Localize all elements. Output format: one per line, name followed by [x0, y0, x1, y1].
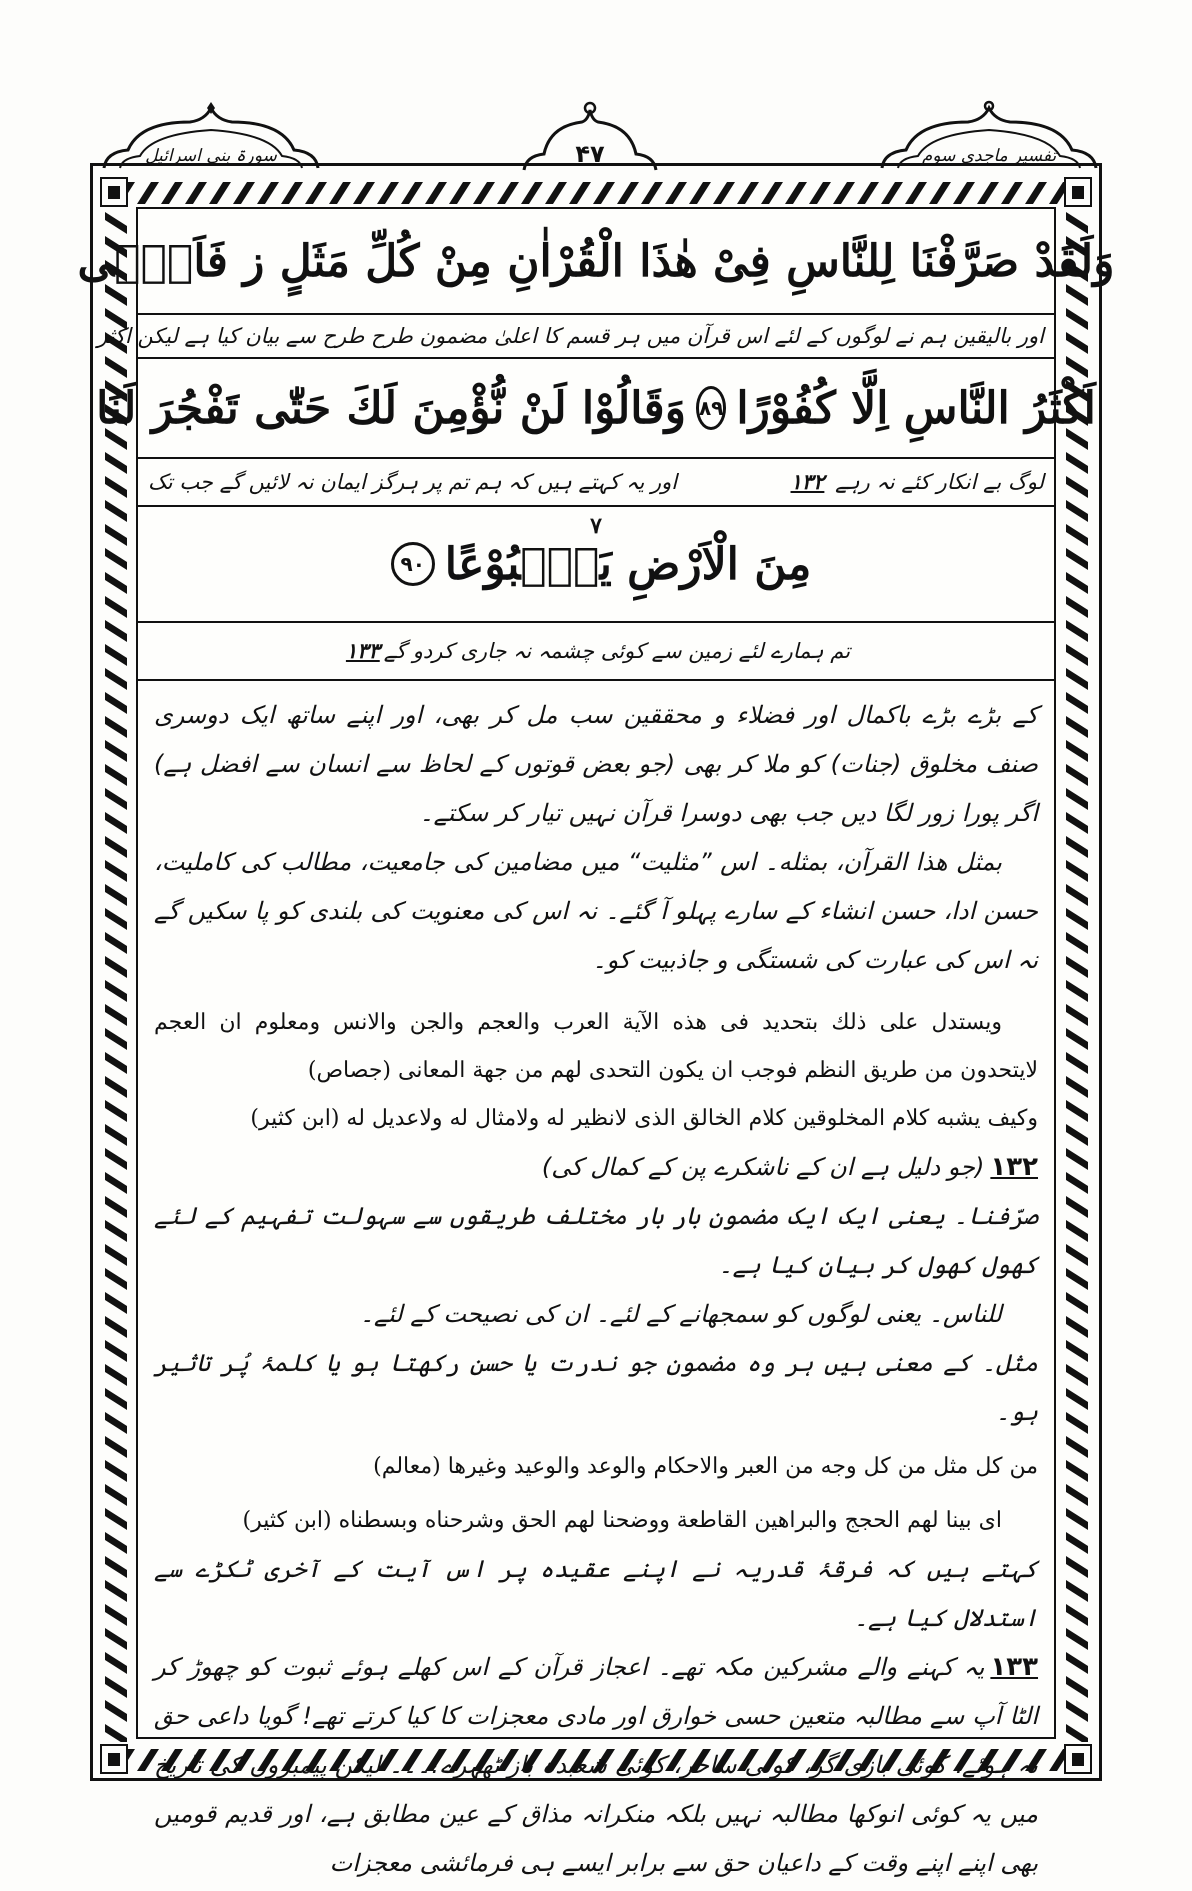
page-number-cartouche — [520, 100, 660, 172]
arabic-quotation: وكیف یشبه كلام المخلوقین كلام الخالق الذی لانظیر له ولامثال له ولاعدیل له (ابن كثیر) — [250, 1106, 1038, 1131]
rope-border-right-icon — [1062, 212, 1092, 1742]
book-title: تفسیر ماجدی سوم — [921, 146, 1057, 166]
arabic-quotation: من كل مثل من كل وجه من العبر والاحكام والوعد والوعید وغیرها (معالم) — [373, 1454, 1038, 1479]
footnote-number: ۱۳۲ — [990, 1152, 1038, 1182]
arabic-quotation: ویستدل علی ذلك بتحدید فی هذه الآیة العرب والعجم والجن والانس ومعلوم ان العجم لایتحدون من طریق النظم فوجب ان یکون التحدی لهم من جهة المعانی (جصاص) — [154, 1010, 1038, 1083]
verse-arabic: وَقَالُوْا لَنْ نُّؤْمِنَ لَكَ حَتّٰى تَفْجُرَ لَنَا — [96, 382, 686, 434]
commentary-paragraph: بمثل هذا القرآن، بمثله۔ اس ”مثلیت“ میں مضامین کی جامعیت، مطالب کی کاملیت، حسن ادا، حسن انشاء کے سارے پہلو آ گئے۔ نہ اس کی معنویت کی بلندی کو پا سکیں گے نہ اس کی عبارت کی شستگی و جاذبیت کو۔ — [154, 848, 1038, 974]
footnote-text: (جو دلیل ہے ان کے ناشکرے پن کے کمال کی) — [541, 1153, 985, 1181]
footnote-number: ۱۳۳ — [990, 1652, 1039, 1682]
arabic-quotation: ای بینا لهم الحجج والبراهین القاطعة ووضحنا لهم الحق وشرحناه وبسطناه (ابن كثیر) — [242, 1508, 1002, 1533]
footnote-text: یہ کہنے والے مشرکین مکہ تھے۔ اعجاز قرآن کے اس کھلے ہوئے ثبوت کو چھوڑ کر الٹا آپ سے مطالبہ متعین حسی خوارق اور مادی معجزات کا کیا کرتے تھے! گویا داعی حق نہ ہوئے، کوئی بازی گر، کوئی ساحر، کوئی شعبدہ باز ٹھہرے!۔۔۔ لیکن پیمبروں کی تاریخ میں یہ کوئی انوکھا مطالبہ نہیں بلکہ منکرانہ مذاق کے عین مطابق ہے، اور قدیم قومیں بھی اپنے اپنے وقت کے داعیان حق سے برابر ایسے ہی فرمائشی معجزات — [154, 1653, 1038, 1877]
rope-border-top-icon — [113, 178, 1079, 208]
commentary-paragraph: صرّفنا۔ یعنی ایک ایک مضمون بار بار مختلف طریقوں سے سہولت تفہیم کے لئے کھول کھول کر بیان کیا ہے۔ — [154, 1202, 1038, 1279]
corner-square-icon — [1064, 1744, 1092, 1774]
verse-line-3 — [138, 507, 1054, 623]
verse-arabic: اَكْثَرُ النَّاسِ اِلَّا كُفُوْرًا — [736, 382, 1096, 434]
translation-text: لوگ بے انکار کئے نہ رہے — [835, 470, 1044, 494]
corner-square-icon — [100, 1744, 128, 1774]
commentary-paragraph: للناس۔ یعنی لوگوں کو سمجھانے کے لئے۔ ان کی نصیحت کے لئے۔ — [359, 1300, 1002, 1328]
surah-name-cartouche — [100, 100, 322, 172]
verse-arabic: وَلَقَدْ صَرَّفْنَا لِلنَّاسِ فِیْ هٰذَا الْقُرْاٰنِ مِنْ كُلِّ مَثَلٍ ز فَاَبٰۤی — [77, 235, 1115, 287]
surah-name: سورۃ بنی اسرائیل — [145, 146, 277, 166]
translation-line-1 — [97, 315, 1054, 359]
commentary-paragraph: مثل۔ کے معنی ہیں ہر وہ مضمون جو ندرت یا حسن رکھتا ہو یا کلمۂ پُر تاثیر ہو۔ — [154, 1349, 1038, 1426]
translation-text: اور یہ کہتے ہیں کہ ہم تم پر ہرگز ایمان نہ لائیں گے جب تک — [148, 470, 678, 494]
footnote-ref: ۱۳۳ — [345, 639, 380, 663]
verse-arabic: مِنَ الْاَرْضِ یَنْۢبُوْعًا — [444, 538, 812, 590]
translation-text: تم ہمارے لئے زمین سے کوئی چشمہ نہ جاری کردو گے — [383, 639, 851, 663]
footnote-133 — [154, 1643, 1038, 1888]
translation-line-3 — [138, 623, 1054, 681]
commentary-paragraph: کے بڑے بڑے باکمال اور فضلاء و محققین سب مل کر بھی، اور اپنے ساتھ ایک دوسری صنف مخلوق (جنات) کو ملا کر بھی (جو بعض قوتوں کے لحاظ سے انسان سے افضل ہے) اگر پورا زور لگا دیں جب بھی دوسرا قرآن نہیں تیار کر سکتے۔ — [154, 701, 1038, 827]
verse-line-1 — [77, 209, 1115, 315]
commentary-section — [138, 685, 1054, 1877]
translation-segment — [787, 470, 1044, 494]
footnote-132 — [154, 1143, 1038, 1192]
corner-square-icon — [100, 177, 128, 207]
corner-square-icon — [1064, 177, 1092, 207]
book-title-cartouche — [878, 100, 1100, 172]
translation-text: اور بالیقین ہم نے لوگوں کے لئے اس قرآن میں ہر قسم کا اعلیٰ مضمون طرح طرح سے بیان کیا ہے لیکن اکثر — [97, 324, 1044, 348]
ruku-mark: ۷ — [590, 513, 602, 539]
translation-line-2 — [138, 459, 1054, 507]
commentary-paragraph: کہتے ہیں کہ فرقۂ قدریہ نے اپنے عقیدہ پر اس آیت کے آخری ٹکڑے سے استدلال کیا ہے۔ — [154, 1555, 1038, 1632]
rope-border-left-icon — [101, 212, 131, 1742]
ayah-number-marker: ٨٩ — [696, 386, 726, 430]
content-panel — [77, 207, 1115, 1877]
verse-line-2 — [96, 359, 1096, 459]
page-number: ۴۷ — [575, 140, 605, 168]
ayah-number-marker: ٩٠ — [391, 542, 435, 586]
footnote-ref: ۱۳۲ — [790, 470, 825, 494]
